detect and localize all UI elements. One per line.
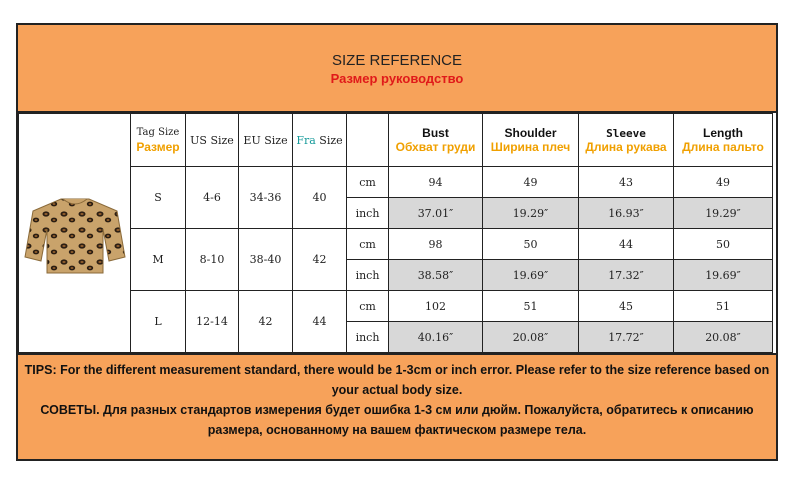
sleeve-inch: 16.93″ — [579, 198, 674, 229]
sleeve-inch: 17.32″ — [579, 260, 674, 291]
length-cm: 49 — [674, 167, 773, 198]
header-subtitle: Размер руководство — [330, 71, 464, 86]
shoulder-inch: 20.08″ — [483, 322, 579, 353]
col-sleeve: Sleeve Длина рукава — [579, 114, 674, 167]
col-unit — [347, 114, 389, 167]
tag-size-cell: M — [131, 229, 186, 291]
unit-inch: inch — [347, 198, 389, 229]
unit-cm: cm — [347, 291, 389, 322]
col-bust: Bust Обхват груди — [389, 114, 483, 167]
shoulder-inch: 19.69″ — [483, 260, 579, 291]
tag-size-cell: L — [131, 291, 186, 353]
us-size-cell: 4-6 — [186, 167, 239, 229]
sleeve-cm: 44 — [579, 229, 674, 260]
us-size-cell: 12-14 — [186, 291, 239, 353]
size-chart-frame — [16, 23, 778, 461]
tips-russian: СОВЕТЫ. Для разных стандартов измерения будет ошибка 1-3 см или дюйм. Пожалуйста, обратитесь к описанию размера, основанному на вашем фактическом размере тела. — [40, 403, 754, 437]
unit-inch: inch — [347, 322, 389, 353]
bust-inch: 38.58″ — [389, 260, 483, 291]
bust-inch: 40.16″ — [389, 322, 483, 353]
col-shoulder: Shoulder Ширина плеч — [483, 114, 579, 167]
col-length: Length Длина пальто — [674, 114, 773, 167]
size-reference-header — [18, 25, 776, 113]
unit-cm: cm — [347, 229, 389, 260]
shoulder-inch: 19.29″ — [483, 198, 579, 229]
eu-size-cell: 42 — [239, 291, 293, 353]
table-row — [19, 167, 773, 198]
length-cm: 51 — [674, 291, 773, 322]
col-us-size: US Size — [186, 114, 239, 167]
size-table — [18, 113, 773, 353]
sleeve-inch: 17.72″ — [579, 322, 674, 353]
fra-size-cell: 42 — [293, 229, 347, 291]
bust-cm: 94 — [389, 167, 483, 198]
length-inch: 19.69″ — [674, 260, 773, 291]
shoulder-cm: 50 — [483, 229, 579, 260]
fra-size-cell: 40 — [293, 167, 347, 229]
unit-cm: cm — [347, 167, 389, 198]
unit-inch: inch — [347, 260, 389, 291]
sleeve-cm: 45 — [579, 291, 674, 322]
bust-cm: 102 — [389, 291, 483, 322]
shoulder-cm: 51 — [483, 291, 579, 322]
sleeve-cm: 43 — [579, 167, 674, 198]
length-inch: 20.08″ — [674, 322, 773, 353]
table-row — [19, 291, 773, 322]
length-cm: 50 — [674, 229, 773, 260]
table-row — [19, 229, 773, 260]
us-size-cell: 8-10 — [186, 229, 239, 291]
col-tag-size: Tag Size Размер — [131, 114, 186, 167]
eu-size-cell: 38-40 — [239, 229, 293, 291]
header-title: SIZE REFERENCE — [331, 52, 463, 69]
fra-size-cell: 44 — [293, 291, 347, 353]
tips-english: TIPS: For the different measurement standard, there would be 1-3cm or inch error. Please refer to the size reference based on your actual body size. — [24, 363, 770, 397]
bust-inch: 37.01″ — [389, 198, 483, 229]
tag-size-cell: S — [131, 167, 186, 229]
leopard-sweater-image — [23, 177, 127, 287]
eu-size-cell: 34-36 — [239, 167, 293, 229]
shoulder-cm: 49 — [483, 167, 579, 198]
col-fra-size: Fra Size — [293, 114, 347, 167]
length-inch: 19.29″ — [674, 198, 773, 229]
tips-panel — [18, 353, 776, 459]
product-image — [19, 114, 131, 353]
bust-cm: 98 — [389, 229, 483, 260]
col-eu-size: EU Size — [239, 114, 293, 167]
